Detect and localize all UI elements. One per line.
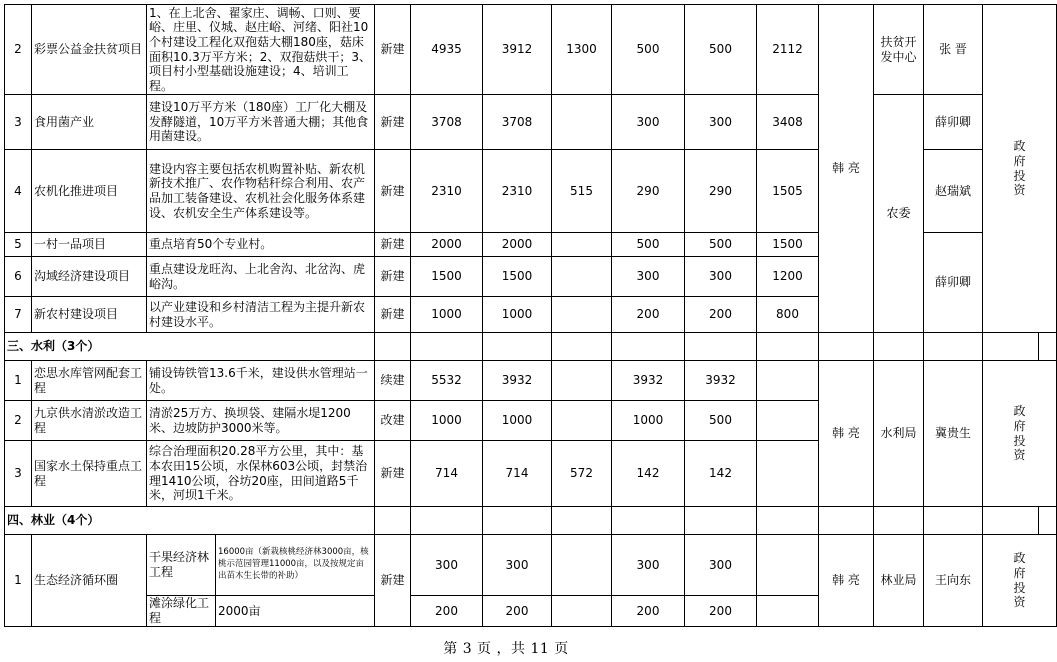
value-cell: 1200 [757, 257, 819, 297]
project-name: 国家水土保持重点工程 [32, 441, 147, 507]
project-description: 清淤25万方、换坝袋、建隔水堤1200米、边坡防护3000米等。 [147, 401, 375, 441]
funding-char: 投 [1013, 168, 1026, 183]
value-cell: 3912 [483, 5, 552, 95]
value-cell: 2112 [757, 5, 819, 95]
value-cell [552, 257, 612, 297]
project-description: 建设10万平方米（180座）工厂化大棚及发酵隧道，10万平方米普通大棚；其他食用菌建设。 [147, 95, 375, 150]
value-cell: 142 [612, 441, 685, 507]
value-cell: 2310 [483, 150, 552, 233]
person-cell: 赵瑞斌 [924, 150, 983, 233]
funding-char: 府 [1013, 418, 1026, 433]
project-name: 沟域经济建设项目 [32, 257, 147, 297]
value-cell: 3408 [757, 95, 819, 150]
value-cell: 200 [612, 297, 685, 333]
project-description: 综合治理面积20.28平方公里，其中：基本农田15公顷，水保林603公顷，封禁治理1410公顷，谷坊20座，田间道路5千米，河坝1千米。 [147, 441, 375, 507]
project-table [4, 4, 1057, 627]
value-cell [552, 401, 612, 441]
value-cell [552, 233, 612, 257]
funding-char: 资 [1013, 595, 1026, 610]
value-cell: 572 [552, 441, 612, 507]
section-header-row [5, 507, 1057, 535]
row-number: 3 [5, 441, 32, 507]
person-cell: 王向东 [924, 535, 983, 627]
row-number: 2 [5, 5, 32, 95]
construction-type: 新建 [375, 150, 411, 233]
value-cell: 300 [612, 257, 685, 297]
page-footer: 第 3 页 ，共 11 页 [443, 641, 569, 657]
table-row [5, 95, 1057, 150]
value-cell: 300 [612, 95, 685, 150]
table-row [5, 361, 1057, 401]
funding-char: 府 [1013, 153, 1026, 168]
value-cell: 142 [685, 441, 757, 507]
funding-cell [983, 361, 1057, 507]
value-cell: 300 [483, 535, 552, 596]
value-cell: 1500 [757, 233, 819, 257]
value-cell: 300 [685, 95, 757, 150]
construction-type: 新建 [375, 257, 411, 297]
leader-cell: 韩 亮 [819, 5, 874, 333]
subproject-description: 16000亩（新栽核桃经济林3000亩，核桃示范园管理11000亩，以及按规定亩出苗木生长带的补助） [218, 547, 369, 581]
funding-cell [983, 535, 1057, 627]
construction-type: 新建 [375, 95, 411, 150]
construction-type: 续建 [375, 361, 411, 401]
construction-type: 改建 [375, 401, 411, 441]
project-subitem [147, 535, 375, 596]
table-row [5, 535, 1057, 596]
project-description: 重点建设龙旺沟、上北舍沟、北岔沟、虎峪沟。 [147, 257, 375, 297]
value-cell: 500 [685, 5, 757, 95]
subproject-description: 2000亩 [218, 603, 261, 618]
leader-cell: 韩 亮 [819, 535, 874, 627]
project-subitem [147, 596, 375, 627]
value-cell: 1300 [552, 5, 612, 95]
value-cell: 290 [612, 150, 685, 233]
project-name: 农机化推进项目 [32, 150, 147, 233]
value-cell [757, 441, 819, 507]
row-number: 3 [5, 95, 32, 150]
person-cell: 薛卯卿 [924, 95, 983, 150]
value-cell: 3932 [483, 361, 552, 401]
value-cell: 1500 [483, 257, 552, 297]
value-cell: 4935 [411, 5, 483, 95]
section-title: 四、林业（4个） [5, 507, 375, 535]
value-cell: 300 [411, 535, 483, 596]
construction-type: 新建 [375, 535, 411, 627]
project-name: 食用菌产业 [32, 95, 147, 150]
value-cell: 200 [483, 596, 552, 627]
funding-char: 投 [1013, 433, 1026, 448]
value-cell: 714 [483, 441, 552, 507]
project-description: 铺设铸铁管13.6千米，建设供水管理站一处。 [147, 361, 375, 401]
value-cell: 1505 [757, 150, 819, 233]
value-cell: 290 [685, 150, 757, 233]
value-cell: 1500 [411, 257, 483, 297]
value-cell: 3708 [483, 95, 552, 150]
row-number: 2 [5, 401, 32, 441]
construction-type: 新建 [375, 5, 411, 95]
value-cell: 515 [552, 150, 612, 233]
project-name: 恋思水库管网配套工程 [32, 361, 147, 401]
project-description: 以产业建设和乡村清洁工程为主提升新农村建设水平。 [147, 297, 375, 333]
value-cell: 300 [685, 257, 757, 297]
value-cell: 200 [411, 596, 483, 627]
funding-char: 资 [1013, 183, 1026, 198]
value-cell [552, 297, 612, 333]
value-cell: 800 [757, 297, 819, 333]
row-number: 1 [5, 535, 32, 627]
value-cell: 2000 [483, 233, 552, 257]
project-description: 重点培育50个专业村。 [147, 233, 375, 257]
row-number: 6 [5, 257, 32, 297]
department-cell: 农委 [874, 95, 924, 333]
value-cell [757, 361, 819, 401]
row-number: 5 [5, 233, 32, 257]
value-cell: 2000 [411, 233, 483, 257]
row-number: 7 [5, 297, 32, 333]
project-description: 建设内容主要包括农机购置补贴、新农机新技术推广、农作物秸秆综合利用、农产品加工装备建设、农机社会化服务体系建设、农机安全生产体系建设等。 [147, 150, 375, 233]
funding-char: 投 [1013, 580, 1026, 595]
value-cell: 200 [612, 596, 685, 627]
value-cell: 500 [685, 401, 757, 441]
leader-cell: 韩 亮 [819, 361, 874, 507]
project-name: 新农村建设项目 [32, 297, 147, 333]
section-title: 三、水利（3个） [5, 333, 375, 361]
table-row [5, 5, 1057, 95]
funding-char: 政 [1013, 139, 1026, 154]
subproject-name: 干果经济林工程 [147, 535, 216, 595]
department-cell: 林业局 [874, 535, 924, 627]
value-cell [552, 95, 612, 150]
value-cell: 500 [685, 233, 757, 257]
value-cell: 1000 [411, 297, 483, 333]
value-cell: 500 [612, 233, 685, 257]
row-number: 1 [5, 361, 32, 401]
construction-type: 新建 [375, 441, 411, 507]
funding-char: 政 [1013, 404, 1026, 419]
construction-type: 新建 [375, 297, 411, 333]
value-cell: 300 [612, 535, 685, 596]
value-cell: 1000 [411, 401, 483, 441]
value-cell: 1000 [612, 401, 685, 441]
project-name: 一村一品项目 [32, 233, 147, 257]
department-cell: 水利局 [874, 361, 924, 507]
person-cell: 薛卯卿 [924, 233, 983, 333]
project-description: 1、在上北舍、翟家庄、调畅、口则、要峪、庄里、仪城、赵庄峪、河绪、阳社10个村建设工程化双孢菇大棚180座，菇床面积10.3万平方米；2、双孢菇烘干；3、项目村小型基础设施建设；4、培训工程。 [147, 5, 375, 95]
department-cell: 扶贫开发中心 [874, 5, 924, 95]
value-cell: 714 [411, 441, 483, 507]
row-number: 4 [5, 150, 32, 233]
value-cell: 5532 [411, 361, 483, 401]
funding-char: 政 [1013, 551, 1026, 566]
project-name-text: 生态经济循环圈 [34, 573, 119, 588]
value-cell: 3708 [411, 95, 483, 150]
value-cell: 3932 [612, 361, 685, 401]
person-cell: 张 晋 [924, 5, 983, 95]
value-cell: 500 [612, 5, 685, 95]
person-cell: 冀贵生 [924, 361, 983, 507]
construction-type: 新建 [375, 233, 411, 257]
subproject-name: 滩涂绿化工程 [147, 596, 216, 626]
value-cell: 3932 [685, 361, 757, 401]
value-cell [757, 401, 819, 441]
value-cell: 1000 [483, 401, 552, 441]
value-cell [552, 361, 612, 401]
value-cell: 1000 [483, 297, 552, 333]
project-name: 九京供水清淤改造工程 [32, 401, 147, 441]
value-cell: 2310 [411, 150, 483, 233]
funding-char: 府 [1013, 565, 1026, 580]
funding-cell [983, 5, 1057, 333]
section-header-row [5, 333, 1057, 361]
value-cell: 200 [685, 596, 757, 627]
funding-char: 资 [1013, 448, 1026, 463]
value-cell: 300 [685, 535, 757, 596]
value-cell: 200 [685, 297, 757, 333]
project-name: 彩票公益金扶贫项目 [32, 5, 147, 95]
project-name [32, 535, 147, 627]
